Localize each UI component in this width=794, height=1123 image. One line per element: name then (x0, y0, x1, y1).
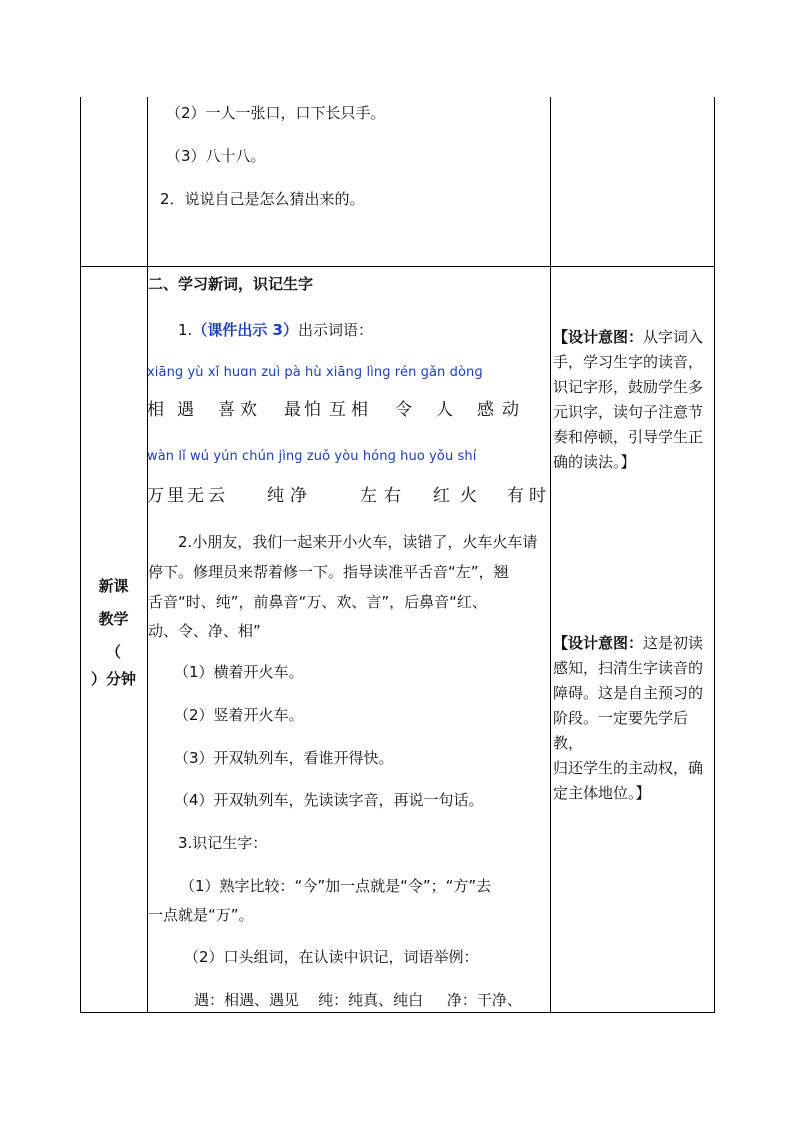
note2-line-2: 感知，扫清生字读音的 (553, 659, 704, 677)
words-row-1-char-1: 相 (147, 400, 164, 420)
left-column-line2: 教学 (98, 610, 129, 628)
words-row-2-char-3: 无 (187, 486, 204, 506)
words-row-1-char-6: 怕 (304, 400, 321, 420)
step-3-sub-2: （2）口头组词，在认读中识记，词语举例： (184, 948, 479, 966)
note2-line-4: 阶段。一定要先学后教， (553, 709, 689, 752)
note2-line-5: 归还学生的主动权，确 (553, 759, 704, 777)
table-right-border (714, 97, 715, 1013)
words-row-1-char-8: 相 (351, 400, 368, 420)
left-column-line3: （ (105, 643, 121, 661)
words-row-1-char-9: 令 (395, 400, 412, 420)
note1-heading: 【设计意图： (553, 328, 644, 346)
words-row-1-char-10: 人 (436, 400, 453, 420)
riddle-3: （3）八十八。 (166, 147, 266, 165)
left-column-line1: 新课 (98, 577, 129, 595)
design-note-2 (553, 631, 715, 806)
words-row-2-char-1: 万 (147, 486, 164, 506)
section-title: 二、学习新词，识记生字 (148, 275, 314, 293)
words-row-1-char-5: 最 (284, 400, 301, 420)
words-row-2-char-7: 左 (360, 486, 377, 506)
left-column-line4: ）分钟 (90, 670, 136, 688)
words-row-2-char-5: 纯 (267, 486, 284, 506)
note2-heading: 【设计意图： (553, 634, 644, 652)
pinyin-row-1: xiānɡ yù xǐ huɑn zuì pà hù xiānɡ lìnɡ rén ɡǎn dònɡ (147, 365, 483, 380)
step-2-line-4: 动、令、净、相” (148, 622, 261, 640)
words-row-1-char-7: 互 (329, 400, 346, 420)
sub-item-2: （2）竖着开火车。 (174, 706, 304, 724)
words-row-2-char-11: 有 (507, 486, 524, 506)
table-left-border (80, 97, 81, 1013)
words-row-1-char-4: 欢 (240, 400, 257, 420)
note1-line-3: 识记字形，鼓励学生多 (553, 378, 704, 396)
riddle-2: （2）一人一张口，口下长只手。 (166, 104, 386, 122)
words-row-2-char-12: 时 (529, 486, 546, 506)
words-row-2-char-10: 火 (460, 486, 477, 506)
sub-item-4: （4）开双轨列车，先读读字音，再说一句话。 (174, 791, 484, 809)
note1-line-4: 元识字，读句子注意节 (553, 403, 704, 421)
note2-line-1: 【设计意图：这是初读 (553, 634, 704, 652)
item-2: 2．说说自己是怎么猜出来的。 (160, 190, 365, 208)
note1-line-6: 确的读法。】 (553, 453, 636, 471)
note1-line-2: 手，学习生字的读音， (553, 353, 704, 371)
step-1-text: 出示词语： (297, 321, 373, 339)
step-3-sub-1-line-1: （1）熟字比较：“今”加一点就是“令”；“方”去 (180, 877, 492, 895)
words-row-1-char-12: 动 (502, 400, 519, 420)
note2-line-6: 定主体地位。】 (553, 784, 651, 802)
words-row-1-char-11: 感 (477, 400, 494, 420)
step-2-line-2: 停下。修理员来帮着修一下。指导读准平舌音“左”，翘 (148, 563, 509, 581)
step-1-number: 1. (178, 321, 193, 339)
words-row-2-char-4: 云 (208, 486, 225, 506)
note2-line-3: 障碍。这是自主预习的 (553, 684, 704, 702)
note1-line-5: 奏和停顿，引导学生正 (553, 428, 704, 446)
words-row-2-char-8: 右 (384, 486, 401, 506)
step-3-sub-1-line-2: 一点就是“万”。 (148, 906, 254, 924)
word-examples: 遇：相遇、遇见 纯：纯真、纯白 净：干净、 (194, 991, 522, 1009)
words-row-1-char-3: 喜 (218, 400, 235, 420)
design-note-1 (553, 325, 715, 475)
left-column-label (80, 573, 147, 693)
row-separator (80, 266, 715, 267)
step-2-line-3: 舌音“时、纯”，前鼻音“万、欢、言”，后鼻音“红、 (148, 593, 487, 611)
words-row-2-char-2: 里 (167, 486, 184, 506)
words-row-2-char-9: 红 (433, 486, 450, 506)
table-divider-1 (147, 97, 148, 1013)
step-3: 3.识记生字： (178, 834, 268, 852)
table-bottom-border (80, 1012, 715, 1013)
pinyin-row-2: wàn lǐ wú yún chún jìnɡ zuǒ yòu hónɡ huo yǒu shí (147, 449, 477, 464)
sub-item-1: （1）横着开火车。 (174, 663, 304, 681)
step-2-line-1: 2.小朋友，我们一起来开小火车，读错了，火车火车请 (178, 533, 538, 551)
words-row-1-char-2: 遇 (177, 400, 194, 420)
sub-item-3: （3）开双轨列车，看谁开得快。 (174, 749, 394, 767)
words-row-2-char-6: 净 (290, 486, 307, 506)
table-divider-2 (550, 97, 551, 1013)
step-1 (178, 323, 373, 338)
step-1-tag: （课件出示 3） (192, 321, 298, 339)
note1-line-1: 【设计意图：从字词入 (553, 328, 704, 346)
